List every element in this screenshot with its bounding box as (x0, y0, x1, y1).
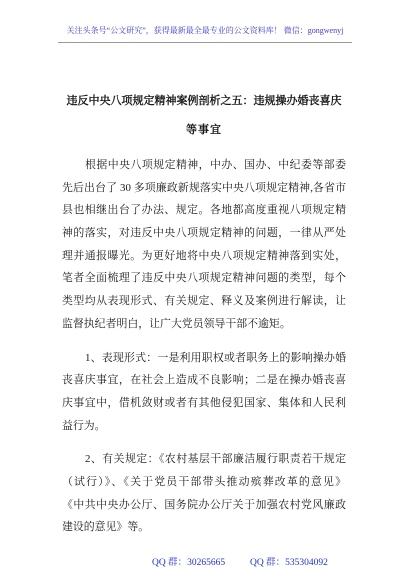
document-title-line-2: 等事宜 (186, 124, 222, 136)
paragraph-line: 建设的意见》等。 (62, 521, 150, 534)
page-header (58, 22, 352, 42)
paragraph-line: 庆事宜中，借机敛财或者有其他侵犯国家、集体和人民利 (62, 396, 346, 409)
paragraph-line: 丧喜庆事宜，在社会上造成不良影响；二是在操办婚丧喜 (62, 374, 346, 387)
paragraph-line: （试行）》、《关于党员干部带头推动殡葬改革的意见》 (62, 475, 346, 488)
paragraph-line: 类型均从表现形式、有关规定、释义及案例进行解读，让 (62, 295, 346, 308)
paragraph-line: 县也相继出台了办法、规定。各地都高度重视八项规定精 (62, 204, 346, 217)
paragraph-line: 2、有关规定：《农村基层干部廉洁履行职责若干规定 (85, 453, 346, 466)
paragraph-intro (62, 154, 346, 336)
paragraph-line: 益行为。 (62, 419, 106, 432)
paragraph-line: 根据中央八项规定精神，中办、国办、中纪委等部委 (85, 159, 346, 171)
page-footer (0, 557, 408, 570)
paragraph-line: 《中共中央办公厅、国务院办公厅关于加强农村党风廉政 (62, 498, 346, 511)
footer-qq-group-2: QQ 群：535304092 (250, 558, 328, 568)
header-promo-text: 关注头条号“公文研究”，获得最新最全最专业的公文资料库！ 微信：gongwenyj (66, 26, 344, 35)
paragraph-regulations (62, 448, 346, 539)
document-body (62, 154, 346, 550)
paragraph-line: 先后出台了 30 多项廉政新规落实中央八项规定精神,各省市 (62, 181, 346, 194)
paragraph-line: 监督执纪者明白，让广大党员领导干部不逾矩。 (62, 317, 291, 330)
paragraph-line: 笔者全面梳理了违反中央八项规定精神问题的类型，每个 (62, 272, 346, 285)
footer-qq-group-1: QQ 群：30265665 (152, 558, 226, 568)
document-title-line-1: 违反中央八项规定精神案例剖析之五：违规操办婚丧喜庆 (66, 95, 342, 107)
paragraph-manifestations (62, 347, 346, 438)
header-rule (58, 42, 352, 43)
paragraph-line: 1、表现形式：一是利用职权或者职务上的影响操办婚 (85, 351, 346, 364)
paragraph-line: 理并通报曝光。为更好地将中央八项规定精神落到实处， (62, 249, 346, 262)
paragraph-line: 神的落实，对违反中央八项规定精神的问题，一律从严处 (62, 227, 346, 240)
